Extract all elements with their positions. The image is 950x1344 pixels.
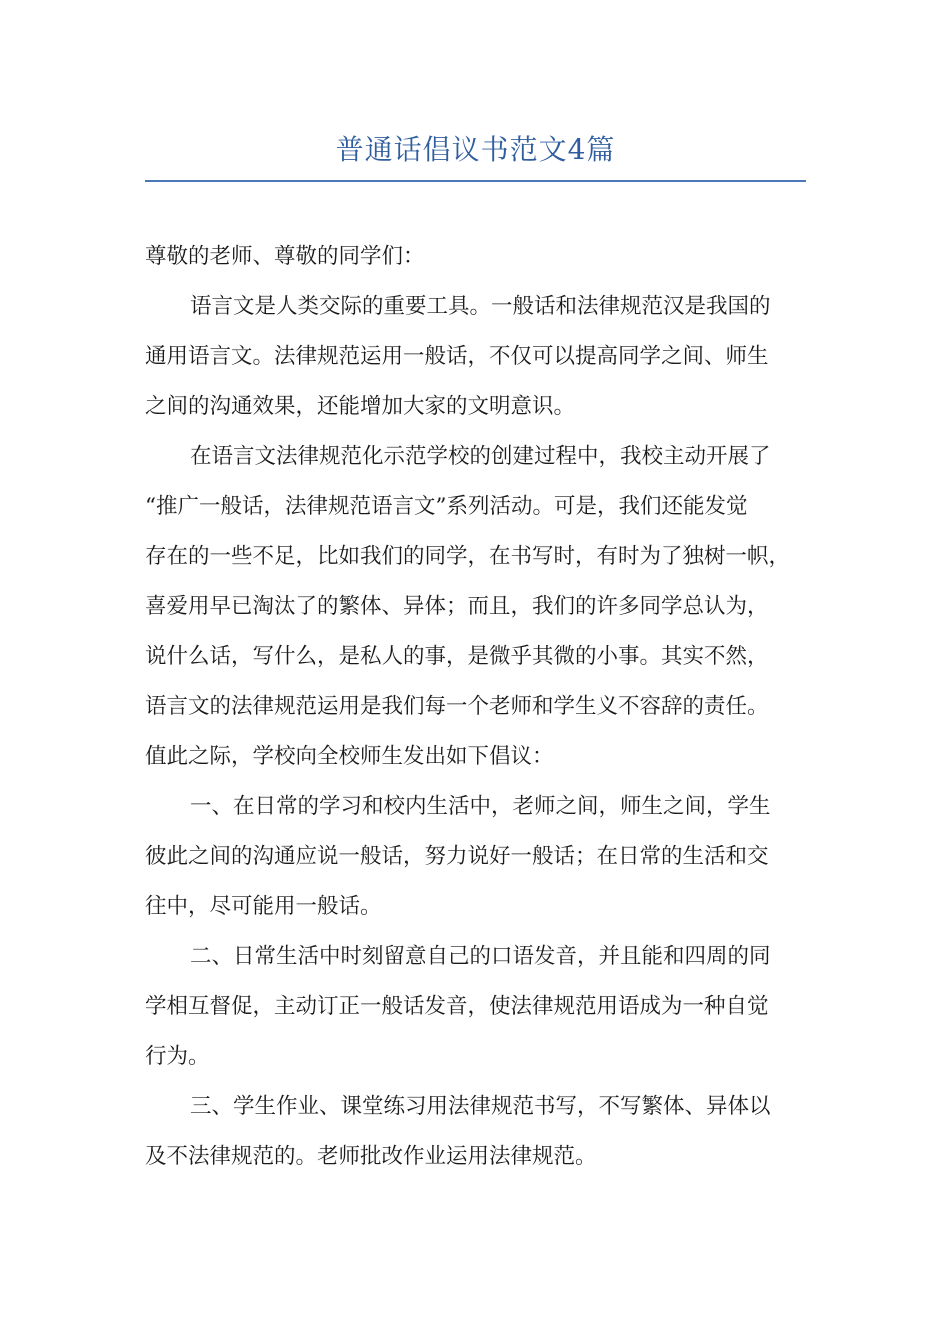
paragraph-line: 一、在日常的学习和校内生活中，老师之间，师生之间，学生 — [190, 794, 771, 819]
paragraph-line: 行为。 — [145, 1044, 210, 1069]
paragraph-line: 说什么话，写什么，是私人的事，是微乎其微的小事。其实不然， — [145, 644, 769, 669]
paragraph-line: 彼此之间的沟通应说一般话，努力说好一般话；在日常的生活和交 — [145, 844, 769, 869]
paragraph-line: 往中，尽可能用一般话。 — [145, 894, 382, 919]
document-body — [145, 232, 810, 1182]
paragraph-line: 之间的沟通效果，还能增加大家的文明意识。 — [145, 394, 576, 419]
paragraph-line: 语言文是人类交际的重要工具。一般话和法律规范汉是我国的 — [190, 294, 771, 319]
paragraph-line: 二、日常生活中时刻留意自己的口语发音，并且能和四周的同 — [190, 944, 771, 969]
paragraph-line: 学相互督促，主动订正一般话发音，使法律规范用语成为一种自觉 — [145, 994, 769, 1019]
paragraph-1 — [145, 282, 810, 432]
paragraph-line: 三、学生作业、课堂练习用法律规范书写，不写繁体、异体以 — [190, 1094, 771, 1119]
paragraph-line: 在语言文法律规范化示范学校的创建过程中，我校主动开展了 — [190, 444, 771, 469]
paragraph-line: “推广一般话，法律规范语言文”系列活动。可是，我们还能发觉 — [145, 494, 748, 519]
salutation: 尊敬的老师、尊敬的同学们： — [145, 244, 425, 269]
paragraph-2 — [145, 432, 810, 782]
title-underline — [145, 180, 806, 182]
paragraph-line: 存在的一些不足，比如我们的同学，在书写时，有时为了独树一帜， — [145, 544, 791, 569]
paragraph-5 — [145, 1082, 810, 1182]
paragraph-line: 及不法律规范的。老师批改作业运用法律规范。 — [145, 1144, 597, 1169]
paragraph-line: 值此之际，学校向全校师生发出如下倡议： — [145, 744, 554, 769]
paragraph-line: 喜爱用早已淘汰了的繁体、异体；而且，我们的许多同学总认为， — [145, 594, 769, 619]
paragraph-line: 通用语言文。法律规范运用一般话，不仅可以提高同学之间、师生 — [145, 344, 769, 369]
paragraph-4 — [145, 932, 810, 1082]
document-title: 普通话倡议书范文4篇 — [335, 133, 616, 166]
paragraph-line: 语言文的法律规范运用是我们每一个老师和学生义不容辞的责任。 — [145, 694, 769, 719]
paragraph-3 — [145, 782, 810, 932]
